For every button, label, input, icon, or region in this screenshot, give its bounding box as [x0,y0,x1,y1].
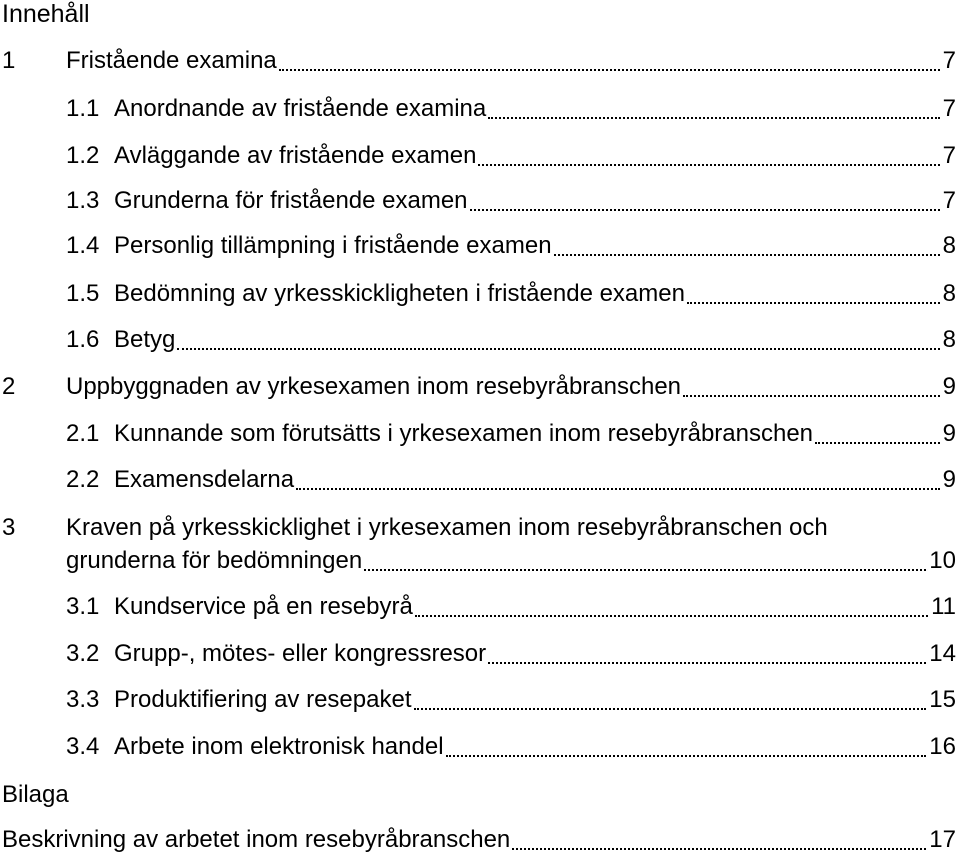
toc-entry-number: 1.1 [66,95,100,122]
toc-entry-number: 1.6 [66,326,100,353]
toc-leader-dots [488,662,926,664]
toc-entry-title: Beskrivning av arbetet inom resebyråbranschen [2,826,511,853]
toc-entry-title: grunderna för bedömningen [66,547,363,574]
toc-entry[interactable] [66,325,956,355]
toc-entry-page: 7 [942,47,956,74]
toc-entry[interactable] [2,513,828,543]
toc-entry[interactable] [66,592,956,622]
toc-entry-number: 3 [2,514,16,541]
toc-entry-title: Personlig tillämpning i fristående examen [114,232,552,259]
toc-entry-page: 9 [942,466,956,493]
toc-entry[interactable] [66,419,956,449]
toc-leader-dots [478,164,939,166]
toc-entry-title: Arbete inom elektronisk handel [114,733,444,760]
toc-entry-title: Anordnande av fristående examina [114,95,487,122]
toc-leader-dots [296,488,940,490]
toc-entry[interactable] [66,94,956,124]
toc-entry-page: 7 [942,95,956,122]
toc-entry-number: 2.2 [66,466,100,493]
toc-entry-page: 8 [942,232,956,259]
toc-leader-dots [446,755,927,757]
toc-entry[interactable] [66,231,956,261]
toc-leader-dots [815,442,940,444]
toc-entry-number: 3.3 [66,686,100,713]
toc-entry-page: 8 [942,280,956,307]
toc-entry-page: 7 [942,142,956,169]
toc-leader-dots [683,395,940,397]
toc-entry[interactable] [66,639,956,669]
toc-entry[interactable] [66,732,956,762]
toc-entry-page: 15 [929,686,956,713]
toc-leader-dots [554,254,940,256]
toc-leader-dots [415,615,928,617]
toc-heading: Innehåll [2,0,90,28]
toc-entry-title: Betyg [114,326,176,353]
toc-entry[interactable] [66,141,956,171]
toc-entry-number: 2.1 [66,420,100,447]
toc-entry[interactable] [66,186,956,216]
toc-entry-title: Uppbyggnaden av yrkesexamen inom resebyråbranschen [66,373,682,400]
toc-leader-dots [364,569,926,571]
toc-leader-dots [279,69,940,71]
toc-entry-title: Kundservice på en resebyrå [114,593,413,620]
toc-leader-dots [488,117,939,119]
toc-entry-page: 17 [929,826,956,853]
toc-entry[interactable] [66,465,956,495]
toc-entry-title: Bedömning av yrkesskickligheten i fristående examen [114,280,685,307]
toc-entry-page: 10 [929,547,956,574]
toc-leader-dots [687,302,940,304]
toc-entry-page: 14 [929,640,956,667]
toc-entry-page: 9 [942,373,956,400]
toc-entry-number: 3.4 [66,733,100,760]
toc-entry-number: 1.5 [66,280,100,307]
toc-entry-continuation[interactable] [66,546,956,576]
toc-entry-title: Kunnande som förutsätts i yrkesexamen inom resebyråbranschen [114,420,814,447]
toc-entry-page: 9 [942,420,956,447]
toc-entry-number: 3.2 [66,640,100,667]
toc-leader-dots [470,209,940,211]
toc-entry-title: Grunderna för fristående examen [114,187,468,214]
toc-entry-number: 1.4 [66,232,100,259]
toc-entry-number: 2 [2,373,16,400]
toc-entry-title: Produktifiering av resepaket [114,686,412,713]
toc-entry-title: Avläggande av fristående examen [114,142,477,169]
toc-entry[interactable] [66,685,956,715]
toc-entry-title: Kraven på yrkesskicklighet i yrkesexamen inom resebyråbranschen och [66,514,828,541]
toc-entry[interactable] [2,372,956,402]
toc-entry-page: 11 [931,593,956,620]
toc-entry-title: Fristående examina [66,47,277,74]
toc-entry[interactable] [66,279,956,309]
toc-entry[interactable] [2,46,956,76]
toc-entry-page: 16 [929,733,956,760]
toc-leader-dots [512,848,926,850]
appendix-heading: Bilaga [2,781,69,808]
toc-leader-dots [414,708,927,710]
toc-entry-title: Grupp-, mötes- eller kongressresor [114,640,487,667]
toc-entry[interactable] [2,825,956,855]
toc-entry-title: Examensdelarna [114,466,295,493]
toc-entry-page: 8 [942,326,956,353]
toc-leader-dots [177,348,939,350]
toc-entry-number: 3.1 [66,593,100,620]
toc-entry-page: 7 [942,187,956,214]
toc-entry-number: 1 [2,47,16,74]
toc-entry-number: 1.2 [66,142,100,169]
toc-entry-number: 1.3 [66,187,100,214]
